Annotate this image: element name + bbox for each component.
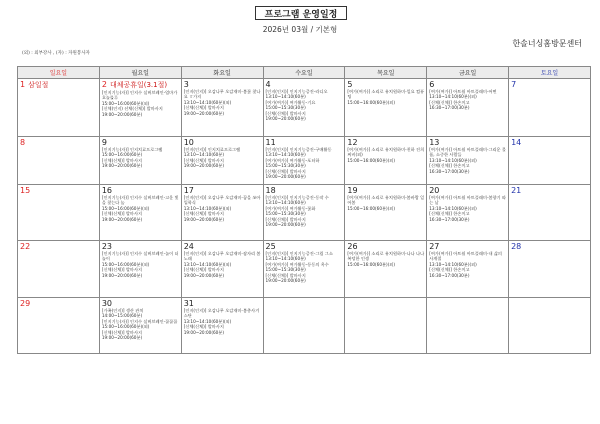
day-cell xyxy=(263,185,345,241)
program-entry: 15:00~16:00(60분)(외) xyxy=(101,100,150,106)
program-entry: [여가(여가)] 여가활동-꽃화 xyxy=(265,205,316,211)
day-line xyxy=(429,242,506,251)
program-entry: 19:00~20:00(60분) xyxy=(101,335,143,341)
day-cell xyxy=(99,137,181,185)
day-number: 26 xyxy=(347,242,358,251)
program-entry: 13:10~14:10(60분)(외) xyxy=(429,205,477,211)
program-entry: 16:30~17:00(30분) xyxy=(429,216,470,222)
day-cell xyxy=(509,185,591,241)
day-cell xyxy=(427,185,509,241)
week-row xyxy=(18,137,591,185)
day-line xyxy=(184,186,261,195)
day-cell xyxy=(181,185,263,241)
day-line xyxy=(347,80,424,89)
program-entry: [인지기능(자)] 인지수 실버브레인-고운 빛을 찾는다 놈 xyxy=(101,195,179,206)
weekday-tue: 화요일 xyxy=(181,67,263,79)
day-line xyxy=(102,80,179,90)
day-number: 24 xyxy=(183,242,194,251)
day-line xyxy=(102,138,179,147)
day-number: 18 xyxy=(265,186,276,195)
day-cell xyxy=(263,298,345,354)
day-cell xyxy=(509,137,591,185)
program-entry: 19:00~20:00(60분) xyxy=(101,272,143,278)
weekday-thu: 목요일 xyxy=(345,67,427,79)
day-line xyxy=(429,80,506,89)
program-entry: [인지(인지)] 인지치료프로그램 xyxy=(183,147,241,152)
program-entry: 19:00~20:00(60분) xyxy=(265,174,306,180)
center-name: 한솔너싱홈방문센터 xyxy=(512,39,582,48)
program-entry: 13:10~14:10(60분)(외) xyxy=(183,318,232,324)
week-row xyxy=(18,241,591,298)
program-entry: 13:10~14:10(60분) xyxy=(265,256,306,262)
program-entry: [인지기능(자)] 인지수 실버브레인-놀이 더 놀이 xyxy=(101,251,179,262)
day-cell xyxy=(181,137,263,185)
program-entry: 13:10~14:10(60분) xyxy=(183,152,224,158)
day-cell xyxy=(18,79,100,137)
program-entry: [여가(여가)] 여가활동-포터하 xyxy=(265,157,320,163)
program-entry: [여가(여가)] 소리로 유치원하미-봄바람 일어봄 xyxy=(347,195,425,206)
day-line xyxy=(266,186,343,195)
program-entry: [가족(인지)] 생산 관치 xyxy=(101,308,144,313)
day-number: 19 xyxy=(347,186,358,195)
program-entry: [신체(신체)] 발마사지 xyxy=(183,211,224,217)
program-entry: [인지(인지)] 인지기능증진-구매활동 xyxy=(265,147,332,152)
program-entry: 13:10~14:10(60분) xyxy=(265,94,306,100)
program-entry: 16:30~17:00(30분) xyxy=(429,168,470,174)
program-entry: 15:00~16:00(60분)(외) xyxy=(101,324,150,330)
day-cell xyxy=(99,241,181,298)
program-entry: [신체(신체)] 발마사지 xyxy=(265,110,306,116)
day-number: 28 xyxy=(511,242,522,251)
day-number: 6 xyxy=(429,80,435,89)
program-entry: 19:00~20:00(60분) xyxy=(183,163,224,169)
program-entry: [신체(신체)] 발마사지 xyxy=(183,157,224,163)
program-entry: [인지(인지)] 오감나무 오감재미-잠자리 봄 노래 xyxy=(183,251,261,262)
program-entry: 13:10~14:10(60분)(외) xyxy=(429,157,477,163)
day-cell xyxy=(345,79,427,137)
program-entry: 19:00~20:00(60분) xyxy=(101,163,143,169)
weekday-wed: 수요일 xyxy=(263,67,345,79)
calendar-table xyxy=(17,66,591,354)
day-cell xyxy=(181,298,263,354)
program-entry: [여가(여가)] 여가활동-등동의 옥수 xyxy=(265,261,329,267)
program-entry: 13:10~14:10(60분)(외) xyxy=(183,205,232,211)
program-entry: [신체(신체)] 발마사지 xyxy=(183,324,224,330)
program-entry: 15:00~15:30(30분) xyxy=(265,105,306,111)
day-cell xyxy=(427,79,509,137)
day-number: 17 xyxy=(183,186,194,195)
day-line xyxy=(20,80,97,90)
weekday-fri: 금요일 xyxy=(427,67,509,79)
day-number: 7 xyxy=(511,80,517,89)
day-number: 21 xyxy=(511,186,522,195)
program-entry: 13:10~14:10(60분) xyxy=(265,200,306,206)
day-line xyxy=(429,186,506,195)
day-line xyxy=(20,242,97,251)
day-cell xyxy=(345,185,427,241)
day-number: 1 xyxy=(20,80,26,89)
weekday-header-row xyxy=(18,67,591,79)
program-entry: 15:00~15:30(30분) xyxy=(265,163,306,169)
day-cell xyxy=(509,298,591,354)
program-entry: 13:10~14:10(60분) xyxy=(265,152,306,158)
day-cell xyxy=(427,241,509,298)
program-entry: [인지(인지)] 인지기능증진-라디오 xyxy=(265,89,328,94)
day-number: 23 xyxy=(101,242,113,251)
program-entry: 19:00~20:00(60분) xyxy=(101,216,143,222)
day-cell xyxy=(263,241,345,298)
day-number: 12 xyxy=(347,138,358,147)
day-line xyxy=(184,138,261,147)
day-number: 5 xyxy=(347,80,353,89)
program-entry: 13:10~14:10(60분)(외) xyxy=(183,99,232,105)
page-subtitle: 2026년 03월 / 기본형 xyxy=(262,25,338,34)
day-number: 30 xyxy=(101,299,113,308)
legend-note: (외) : 외부강사 , (자) : 자원봉사자 xyxy=(22,51,90,56)
day-line xyxy=(184,242,261,251)
program-entry: [신체(신체)] 발마사지 xyxy=(101,157,143,163)
day-line xyxy=(347,186,424,195)
day-number: 11 xyxy=(265,138,276,147)
day-line xyxy=(20,299,97,308)
day-line xyxy=(102,186,179,195)
day-line xyxy=(429,138,506,147)
program-entry: [인지(인지)] 오감나무 오감재미-봄꽃 찾나요 ㅎ가지 xyxy=(183,89,261,100)
day-number: 13 xyxy=(429,138,440,147)
program-entry: 15:00~15:30(30분) xyxy=(265,267,306,273)
program-entry: 19:00~20:00(60분) xyxy=(101,111,143,117)
day-cell xyxy=(427,137,509,185)
program-entry: [여가(여가)] 아트월 아트플래미-그리운 물품, 소중한 사람들 xyxy=(429,147,506,158)
program-entry: 13:10~14:10(60분)(외) xyxy=(429,94,477,100)
day-line xyxy=(511,80,588,89)
weekday-sun: 일요일 xyxy=(18,67,100,79)
day-line xyxy=(20,138,97,147)
program-entry: [여가(여가)] 소리로 유치원하미-친하 진희 찌비(외) xyxy=(347,147,425,158)
day-number: 3 xyxy=(183,80,189,89)
program-entry: [인지(인지)] 오감나무 오감재미-봄총사겨스단 xyxy=(183,308,260,319)
week-row xyxy=(18,79,591,137)
day-cell xyxy=(99,185,181,241)
program-entry: 15:00~16:00(60분)(외) xyxy=(101,205,150,211)
program-entry: 19:00~20:00(60분) xyxy=(265,278,306,284)
program-entry: [신체(신체)] 발마사지 xyxy=(265,216,306,222)
day-line xyxy=(184,80,261,89)
program-entry: 13:10~14:10(60분)(외) xyxy=(183,261,232,267)
day-cell xyxy=(427,298,509,354)
day-line xyxy=(266,138,343,147)
program-entry: [여가(여가)] 소리로 유치원하미-일요 컴퓨팅 xyxy=(347,89,425,100)
day-number: 8 xyxy=(20,138,26,147)
program-entry: 16:30~17:00(30분) xyxy=(429,272,470,278)
program-entry: 15:00~15:30(30분) xyxy=(265,211,306,217)
program-entry: [신체(신체)] 발마사지 xyxy=(101,329,143,335)
program-entry: [신체(신체)] 발마사지 xyxy=(265,168,306,174)
program-entry: [여가(여가)] 아트월 아트플래미-봄향기 따는 날 xyxy=(429,195,506,206)
day-cell xyxy=(345,241,427,298)
day-number: 16 xyxy=(101,186,113,195)
program-entry: [여가(여가)] 소리로 유치원하미-나나 나나 복덩한 인생 xyxy=(347,251,425,262)
day-number: 20 xyxy=(429,186,440,195)
program-entry: 15:00~16:00(60분)(외) xyxy=(347,99,395,105)
program-entry: [신체(신체)] 발마사지 xyxy=(265,272,306,278)
day-number: 2 xyxy=(101,80,107,89)
day-number: 4 xyxy=(265,80,271,89)
program-entry: 19:00~20:00(60분) xyxy=(183,110,224,116)
day-line xyxy=(20,186,97,195)
day-cell xyxy=(181,79,263,137)
program-entry: [인지(인지)] 오감나무 오감재미-꿈을 쏘아 입학식 xyxy=(183,195,261,206)
day-line xyxy=(347,242,424,251)
program-entry: [여가(여가)] 여가활동-기요 xyxy=(265,99,316,105)
day-number: 9 xyxy=(101,138,107,147)
day-line xyxy=(511,138,588,147)
program-entry: [인지기능(자)] 인지수 실버브레인-엄마가 호놀룰루 xyxy=(101,90,178,101)
weekday-sat: 토요일 xyxy=(509,67,591,79)
program-entry: 16:30~17:00(30분) xyxy=(429,105,470,111)
day-number: 29 xyxy=(20,299,31,308)
day-cell xyxy=(345,298,427,354)
day-cell xyxy=(18,185,100,241)
day-cell xyxy=(263,79,345,137)
day-cell xyxy=(345,137,427,185)
day-number: 31 xyxy=(183,299,194,308)
program-entry: [인지(인지)] 인지기능증진-동작 수 xyxy=(265,195,329,200)
day-line xyxy=(184,299,261,308)
day-cell xyxy=(18,298,100,354)
day-cell xyxy=(509,241,591,298)
day-line xyxy=(102,299,179,308)
program-entry: [신체(신체)] 발마사지 xyxy=(183,105,224,111)
day-number: 15 xyxy=(20,186,31,195)
day-line xyxy=(511,242,588,251)
program-entry: 19:00~20:00(60분) xyxy=(183,216,224,222)
day-number: 22 xyxy=(20,242,31,251)
program-entry: [인지기능(자)] 인지치료프로그램 xyxy=(101,147,163,152)
program-entry: [신체(신체)] 발마사지 xyxy=(101,211,143,217)
program-entry: 15:00~16:00(60분)(외) xyxy=(101,261,150,267)
program-entry: 15:00~16:00(60분)(외) xyxy=(347,261,395,267)
program-entry: 19:00~20:00(60분) xyxy=(183,272,224,278)
day-line xyxy=(511,186,588,195)
day-number: 25 xyxy=(265,242,276,251)
day-cell xyxy=(18,241,100,298)
program-entry: [신체(신체)] 한손끼고 xyxy=(429,267,470,273)
program-entry: 13:10~14:10(60분)(외) xyxy=(429,261,477,267)
holiday-label: 대체공휴일(3.1절) xyxy=(109,81,168,89)
program-entry: [신체(신체)] 한손끼고 xyxy=(429,163,470,169)
day-line xyxy=(266,242,343,251)
week-row xyxy=(18,185,591,241)
day-cell xyxy=(181,241,263,298)
day-number: 27 xyxy=(429,242,440,251)
program-entry: [여가(여가)] 아트월 아트플래미-내 삶의 사계절 xyxy=(429,251,502,262)
program-entry: [신체(신체)] 한손끼고 xyxy=(429,211,470,217)
day-number: 10 xyxy=(183,138,194,147)
program-entry: [신체(신체)] 발마사지 xyxy=(183,267,224,273)
day-number: 14 xyxy=(511,138,522,147)
page-title: 프로그램 운영일정 xyxy=(255,6,347,20)
day-cell xyxy=(18,137,100,185)
program-entry: 19:00~20:00(60분) xyxy=(183,329,224,335)
program-entry: 15:00~16:00(60분) xyxy=(101,152,143,158)
program-entry: [신체(인지) 선체(신체)] 발마사지 xyxy=(101,106,163,112)
program-entry: 14:00~15:00(60분) xyxy=(101,313,143,319)
week-row xyxy=(18,298,591,354)
day-line xyxy=(102,242,179,251)
day-line xyxy=(347,138,424,147)
weekday-mon: 월요일 xyxy=(99,67,181,79)
day-cell xyxy=(99,298,181,354)
program-entry: [신체(신체)] 발마사지 xyxy=(101,267,143,273)
program-entry: [인지(인지)] 인지기능증진-그림 그소 xyxy=(265,251,333,256)
program-entry: 19:00~20:00(60분) xyxy=(265,222,306,228)
program-entry: [여가(여가)] 아트월 아트플래미-어떤 xyxy=(429,89,497,94)
program-entry: [인지기능(자)] 인지수 실버브레인-꼴꼴꼴 xyxy=(101,318,178,324)
day-cell xyxy=(99,79,181,137)
program-entry: 15:00~16:00(60분)(외) xyxy=(347,205,395,211)
holiday-label: 삼일절 xyxy=(28,81,49,89)
program-entry: 15:00~16:00(60분)(외) xyxy=(347,157,395,163)
program-entry: [신체(신체)] 한손끼고 xyxy=(429,99,470,105)
day-cell xyxy=(509,79,591,137)
program-entry: 19:00~20:00(60분) xyxy=(265,116,306,122)
day-line xyxy=(266,80,343,89)
day-cell xyxy=(263,137,345,185)
